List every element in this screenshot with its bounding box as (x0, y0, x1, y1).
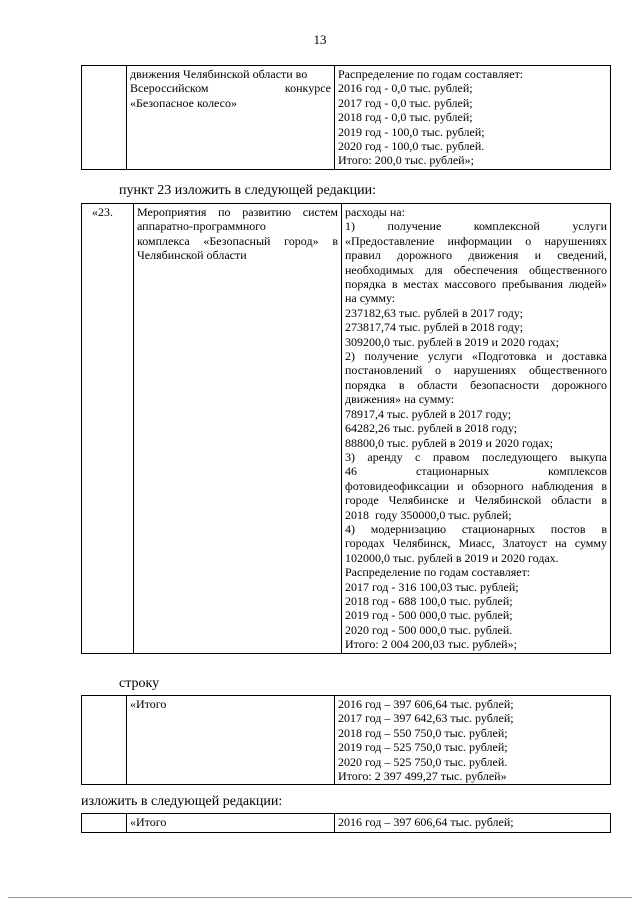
table-cell-number (82, 696, 127, 785)
table-cell-funding (335, 696, 611, 785)
text-line: 2016 год - 0,0 тыс. рублей; (338, 81, 473, 96)
text-line: 2020 год - 100,0 тыс. рублей. (338, 139, 485, 154)
text-line: 88800,0 тыс. рублей в 2019 и 2020 годах; (345, 435, 553, 450)
text-line: постановлений о нарушениях общественного (345, 363, 607, 378)
page-bottom-divider (8, 897, 632, 898)
table-item-23 (81, 203, 611, 654)
text-line: правил дорожного движения и сведений, (345, 248, 607, 263)
table-cell-funding (342, 204, 611, 654)
text-line: необходимых для обеспечения общественного (345, 262, 607, 277)
text-line: Итого: 200,0 тыс. рублей»; (338, 153, 474, 168)
text-line: движения» на сумму: (345, 392, 455, 407)
text-line: 2019 год - 100,0 тыс. рублей; (338, 124, 485, 139)
text-line: Челябинской области (137, 248, 247, 263)
table-cell-funding: 2016 год – 397 606,64 тыс. рублей; (335, 814, 611, 833)
text-line: Всероссийском конкурсе (130, 81, 331, 96)
text-line: фотовидеофиксации и обзорного наблюдения в (345, 478, 607, 493)
text-line: 1) получение комплексной услуги (345, 219, 607, 234)
table-cell-title: «Итого (127, 696, 335, 785)
text-line: комплекса «Безопасный город» в (137, 233, 338, 248)
text-line: 2017 год - 316 100,03 тыс. рублей; (345, 579, 519, 594)
text-line: 2018 год - 688 100,0 тыс. рублей; (345, 593, 513, 608)
text-line: Мероприятия по развитию систем (137, 205, 338, 219)
text-line: 64282,26 тыс. рублей в 2018 году; (345, 421, 518, 436)
table-cell-number (82, 814, 127, 833)
table-row (82, 66, 611, 170)
text-line: 273817,74 тыс. рублей в 2018 году; (345, 320, 524, 335)
text-line: «Предоставление информации о нарушениях (345, 233, 607, 248)
table-continuation (81, 65, 611, 170)
text-line: 2017 год – 397 642,63 тыс. рублей; (338, 711, 514, 726)
instruction-text: изложить в следующей редакции: (81, 794, 283, 809)
table-cell-number: «23. (82, 204, 134, 654)
text-line: расходы на: (345, 205, 405, 219)
text-line: городе Челябинске и Челябинской области в (345, 493, 607, 508)
text-line: на сумму: (345, 291, 396, 306)
text-line: порядка в местах массового пребывания людей» (345, 277, 607, 292)
text-line: 4) модернизацию стационарных постов в (345, 521, 607, 536)
text-line: 2016 год – 397 606,64 тыс. рублей; (338, 697, 514, 711)
text-line: 2018 году 350000,0 тыс. рублей; (345, 507, 512, 522)
table-row (82, 696, 611, 785)
text-line: 2019 год – 525 750,0 тыс. рублей; (338, 740, 508, 755)
text-line: 309200,0 тыс. рублей в 2019 и 2020 годах; (345, 334, 559, 349)
text-line: порядка в области безопасности дорожного (345, 377, 607, 392)
text-line: 2) получение услуги «Подготовка и доставка (345, 349, 607, 364)
page-number: 13 (313, 32, 327, 47)
table-row (82, 814, 611, 833)
text-line: Распределение по годам составляет: (345, 565, 531, 580)
text-line: Итого: 2 004 200,03 тыс. рублей»; (345, 637, 517, 652)
text-line: 2020 год – 525 750,0 тыс. рублей. (338, 754, 508, 769)
table-total-old (81, 695, 611, 785)
text-line: 78917,4 тыс. рублей в 2017 году; (345, 406, 512, 421)
text-line: 237182,63 тыс. рублей в 2017 году; (345, 305, 524, 320)
table-row (82, 204, 611, 654)
instruction-text: строку (119, 676, 160, 691)
text-line: 2019 год - 500 000,0 тыс. рублей; (345, 608, 513, 623)
text-line: 2020 год - 500 000,0 тыс. рублей. (345, 622, 513, 637)
text-line: движения Челябинской области во (130, 67, 308, 81)
text-line: «Безопасное колесо» (130, 95, 238, 110)
table-total-new (81, 813, 611, 833)
text-line: городах Челябинск, Миасс, Златоуст на сумму (345, 536, 607, 551)
text-line: 46 стационарных комплексов (345, 464, 607, 479)
instruction-text: пункт 23 изложить в следующей редакции: (119, 183, 376, 198)
text-line: Распределение по годам составляет: (338, 67, 524, 81)
text-line: 102000,0 тыс. рублей в 2019 и 2020 годах. (345, 550, 559, 565)
text-line: 2018 год – 550 750,0 тыс. рублей; (338, 725, 508, 740)
text-line: 3) аренду с правом последующего выкупа (345, 449, 607, 464)
table-cell-title (134, 204, 342, 654)
table-cell-title: «Итого (127, 814, 335, 833)
text-line: аппаратно-программного (137, 219, 266, 234)
text-line: 2018 год - 0,0 тыс. рублей; (338, 110, 473, 125)
table-cell-title (127, 66, 335, 170)
table-cell-number (82, 66, 127, 170)
text-line: Итого: 2 397 499,27 тыс. рублей» (338, 769, 507, 784)
text-line: 2017 год - 0,0 тыс. рублей; (338, 95, 473, 110)
table-cell-funding (335, 66, 611, 170)
